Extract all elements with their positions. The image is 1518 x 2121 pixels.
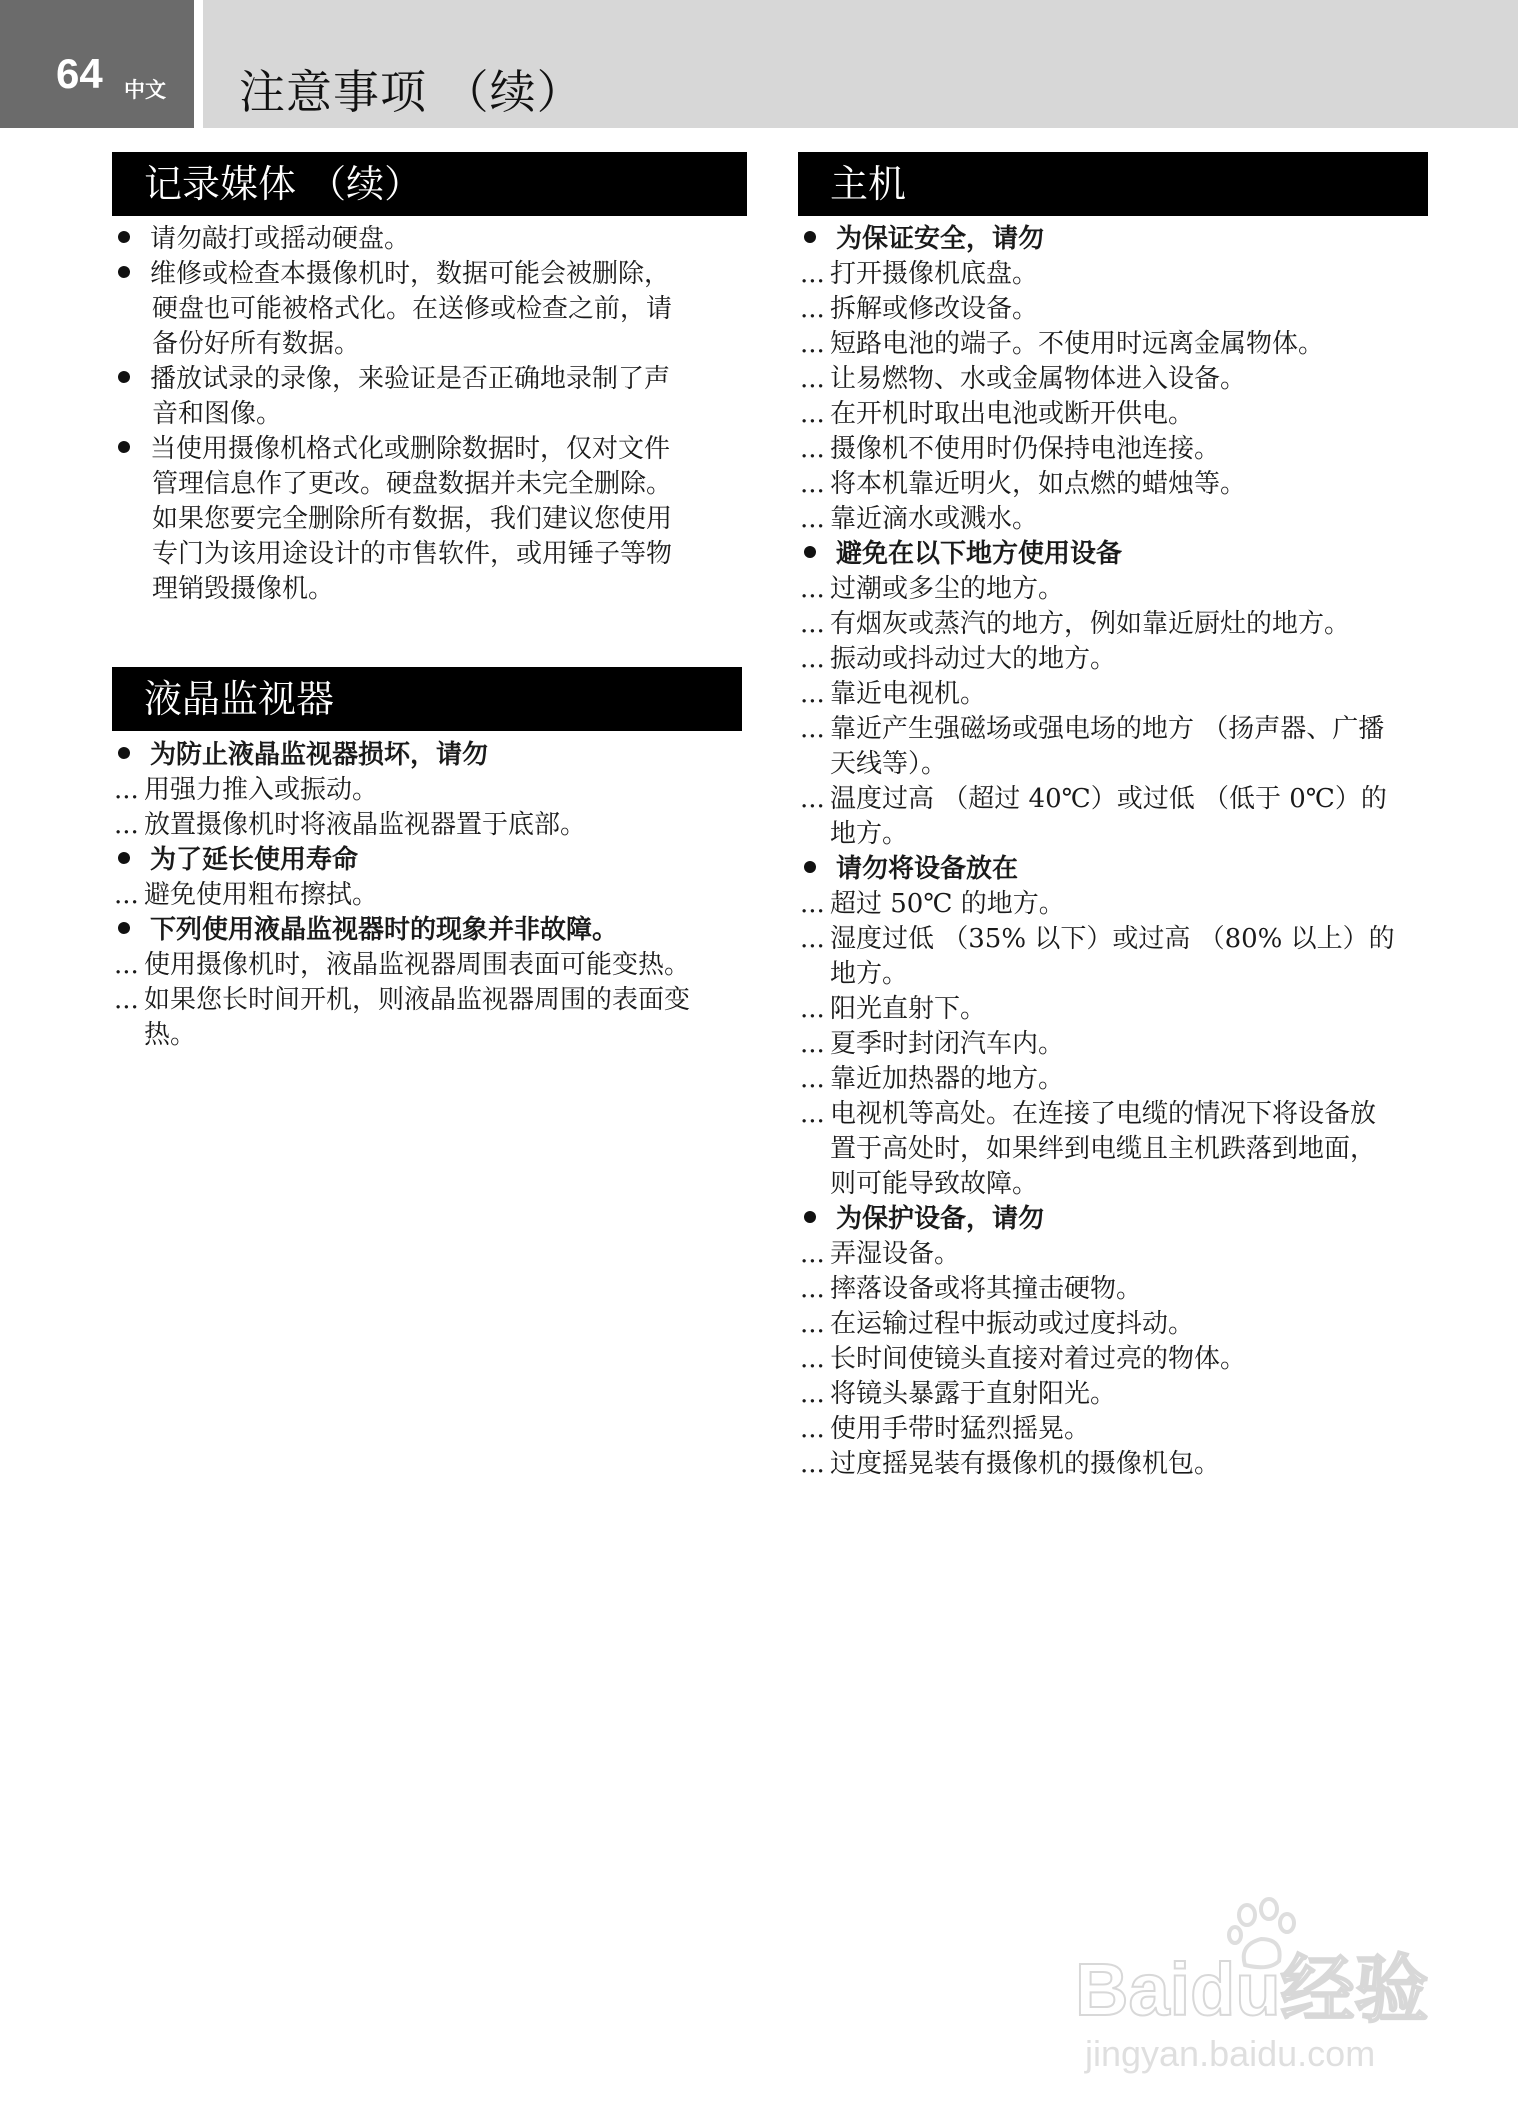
ellipsis-marker: ... — [114, 985, 139, 1015]
ellipsis-marker: ... — [800, 924, 825, 954]
ellipsis-item — [798, 1307, 1428, 1342]
ellipsis-item — [112, 983, 742, 1018]
bullet-dot-icon — [118, 922, 130, 934]
subheading-item — [798, 537, 1428, 572]
line-text: 振动或抖动过大的地方。 — [830, 644, 1117, 674]
watermark-brand: Baidu经验 — [1075, 1948, 1429, 2031]
ellipsis-marker: ... — [800, 994, 825, 1024]
watermark-url: jingyan.baidu.com — [1085, 2033, 1376, 2074]
ellipsis-item — [798, 992, 1428, 1027]
section-heading-text: 液晶监视器 — [144, 677, 335, 721]
line-text: 靠近加热器的地方。 — [830, 1064, 1065, 1094]
ellipsis-item — [798, 467, 1428, 502]
page-title-bar — [203, 0, 1518, 128]
section-heading-text: 主机 — [830, 162, 907, 206]
line-text: 使用手带时猛烈摇晃。 — [830, 1414, 1091, 1444]
ellipsis-marker: ... — [800, 644, 825, 674]
bullet-dot-icon — [804, 546, 816, 558]
line-text: 过潮或多尘的地方。 — [830, 574, 1065, 604]
ellipsis-item — [112, 773, 742, 808]
bullet-dot-icon — [804, 861, 816, 873]
bullet-dot-icon — [118, 852, 130, 864]
line-text: 天线等）。 — [830, 749, 948, 779]
line-text: 放置摄像机时将液晶监视器置于底部。 — [144, 810, 587, 840]
line-text: 短路电池的端子。不使用时远离金属物体。 — [830, 329, 1325, 359]
ellipsis-marker: ... — [114, 880, 139, 910]
line-text: 地方。 — [830, 819, 909, 849]
continuation-line — [112, 572, 732, 607]
ellipsis-item — [798, 782, 1428, 817]
subheading-item — [798, 222, 1428, 257]
bullet-item — [112, 222, 732, 257]
ellipsis-item — [798, 1342, 1428, 1377]
line-text: 使用摄像机时，液晶监视器周围表面可能变热。 — [144, 950, 691, 980]
ellipsis-marker: ... — [800, 1099, 825, 1129]
ellipsis-item — [798, 1097, 1428, 1132]
ellipsis-marker: ... — [800, 1379, 825, 1409]
line-text: 如果您要完全删除所有数据，我们建议您使用 — [152, 504, 673, 534]
bullet-dot-icon — [118, 371, 130, 383]
line-text: 让易燃物、水或金属物体进入设备。 — [830, 364, 1247, 394]
ellipsis-marker: ... — [800, 1274, 825, 1304]
continuation-line — [112, 1018, 742, 1053]
ellipsis-item — [798, 1447, 1428, 1482]
line-text: 摔落设备或将其撞击硬物。 — [830, 1274, 1143, 1304]
ellipsis-marker: ... — [800, 784, 825, 814]
continuation-line — [798, 1132, 1428, 1167]
page-number-block — [0, 0, 194, 128]
continuation-line — [112, 327, 732, 362]
bullet-dot-icon — [118, 747, 130, 759]
ellipsis-item — [798, 887, 1428, 922]
ellipsis-item — [798, 1237, 1428, 1272]
line-text: 为保证安全，请勿 — [836, 224, 1045, 254]
bullet-item — [112, 362, 732, 397]
subheading-item — [112, 913, 742, 948]
line-text: 电视机等高处。在连接了电缆的情况下将设备放 — [830, 1099, 1377, 1129]
line-text: 专门为该用途设计的市售软件，或用锤子等物 — [152, 539, 673, 569]
ellipsis-item — [798, 1272, 1428, 1307]
ellipsis-item — [798, 362, 1428, 397]
ellipsis-item — [798, 432, 1428, 467]
main-unit-list — [798, 222, 1428, 1482]
ellipsis-marker: ... — [114, 810, 139, 840]
ellipsis-marker: ... — [800, 1309, 825, 1339]
ellipsis-marker: ... — [800, 364, 825, 394]
line-text: 避免在以下地方使用设备 — [836, 539, 1123, 569]
line-text: 避免使用粗布擦拭。 — [144, 880, 379, 910]
line-text: 硬盘也可能被格式化。在送修或检查之前，请 — [152, 294, 673, 324]
ellipsis-marker: ... — [114, 775, 139, 805]
subheading-item — [798, 1202, 1428, 1237]
line-text: 靠近滴水或溅水。 — [830, 504, 1039, 534]
section-heading-lcd-monitor — [112, 667, 742, 731]
continuation-line — [112, 502, 732, 537]
line-text: 则可能导致故障。 — [830, 1169, 1039, 1199]
ellipsis-item — [112, 808, 742, 843]
ellipsis-item — [798, 292, 1428, 327]
ellipsis-item — [112, 948, 742, 983]
line-text: 摄像机不使用时仍保持电池连接。 — [830, 434, 1221, 464]
line-text: 温度过高 （超过 40℃）或过低 （低于 0℃）的 — [830, 784, 1387, 814]
bullet-dot-icon — [118, 441, 130, 453]
ellipsis-item — [798, 712, 1428, 747]
ellipsis-marker: ... — [800, 609, 825, 639]
line-text: 为保护设备，请勿 — [836, 1204, 1045, 1234]
continuation-line — [798, 747, 1428, 782]
ellipsis-marker: ... — [800, 1414, 825, 1444]
ellipsis-item — [798, 1377, 1428, 1412]
line-text: 拆解或修改设备。 — [830, 294, 1039, 324]
continuation-line — [112, 292, 732, 327]
line-text: 靠近电视机。 — [830, 679, 987, 709]
line-text: 为防止液晶监视器损坏，请勿 — [150, 740, 489, 770]
ellipsis-item — [798, 257, 1428, 292]
ellipsis-item — [798, 572, 1428, 607]
ellipsis-marker: ... — [800, 294, 825, 324]
line-text: 将本机靠近明火，如点燃的蜡烛等。 — [830, 469, 1247, 499]
line-text: 湿度过低 （35% 以下）或过高 （80% 以上）的 — [830, 924, 1395, 954]
ellipsis-item — [798, 1062, 1428, 1097]
line-text: 过度摇晃装有摄像机的摄像机包。 — [830, 1449, 1221, 1479]
line-text: 理销毁摄像机。 — [152, 574, 335, 604]
line-text: 当使用摄像机格式化或删除数据时，仅对文件 — [150, 434, 671, 464]
ellipsis-item — [798, 607, 1428, 642]
ellipsis-marker: ... — [800, 259, 825, 289]
recording-media-list — [112, 222, 732, 607]
subheading-item — [112, 738, 742, 773]
ellipsis-marker: ... — [800, 1029, 825, 1059]
line-text: 热。 — [144, 1020, 197, 1050]
ellipsis-marker: ... — [800, 504, 825, 534]
line-text: 请勿敲打或摇动硬盘。 — [150, 224, 411, 254]
bullet-dot-icon — [804, 231, 816, 243]
language-label: 中文 — [124, 78, 166, 102]
ellipsis-item — [112, 878, 742, 913]
bullet-dot-icon — [804, 1211, 816, 1223]
ellipsis-item — [798, 397, 1428, 432]
continuation-line — [798, 957, 1428, 992]
ellipsis-marker: ... — [800, 434, 825, 464]
line-text: 置于高处时，如果绊到电缆且主机跌落到地面， — [830, 1134, 1377, 1164]
ellipsis-marker: ... — [800, 1064, 825, 1094]
line-text: 备份好所有数据。 — [152, 329, 361, 359]
continuation-line — [112, 537, 732, 572]
bullet-item — [112, 432, 732, 467]
subheading-item — [112, 843, 742, 878]
ellipsis-marker: ... — [800, 1449, 825, 1479]
ellipsis-marker: ... — [800, 399, 825, 429]
ellipsis-marker: ... — [800, 1344, 825, 1374]
page-number: 64 — [56, 50, 103, 97]
line-text: 夏季时封闭汽车内。 — [830, 1029, 1065, 1059]
line-text: 音和图像。 — [152, 399, 283, 429]
line-text: 超过 50℃ 的地方。 — [830, 889, 1065, 919]
line-text: 打开摄像机底盘。 — [830, 259, 1039, 289]
section-heading-text: 记录媒体 （续） — [144, 162, 423, 206]
ellipsis-item — [798, 502, 1428, 537]
ellipsis-marker: ... — [800, 574, 825, 604]
line-text: 弄湿设备。 — [830, 1239, 961, 1269]
ellipsis-item — [798, 1027, 1428, 1062]
line-text: 为了延长使用寿命 — [150, 845, 359, 875]
lcd-monitor-list — [112, 738, 742, 1053]
ellipsis-marker: ... — [800, 714, 825, 744]
bullet-dot-icon — [118, 231, 130, 243]
line-text: 在运输过程中振动或过度抖动。 — [830, 1309, 1195, 1339]
continuation-line — [798, 1167, 1428, 1202]
line-text: 管理信息作了更改。硬盘数据并未完全删除。 — [152, 469, 673, 499]
line-text: 用强力推入或振动。 — [144, 775, 379, 805]
ellipsis-marker: ... — [800, 889, 825, 919]
line-text: 维修或检查本摄像机时，数据可能会被删除， — [150, 259, 671, 289]
line-text: 长时间使镜头直接对着过亮的物体。 — [830, 1344, 1247, 1374]
line-text: 有烟灰或蒸汽的地方，例如靠近厨灶的地方。 — [830, 609, 1351, 639]
ellipsis-marker: ... — [114, 950, 139, 980]
line-text: 请勿将设备放在 — [836, 854, 1019, 884]
ellipsis-item — [798, 327, 1428, 362]
ellipsis-item — [798, 642, 1428, 677]
bullet-dot-icon — [118, 266, 130, 278]
line-text: 在开机时取出电池或断开供电。 — [830, 399, 1195, 429]
line-text: 播放试录的录像，来验证是否正确地录制了声 — [150, 364, 671, 394]
ellipsis-marker: ... — [800, 329, 825, 359]
ellipsis-item — [798, 922, 1428, 957]
continuation-line — [798, 817, 1428, 852]
line-text: 将镜头暴露于直射阳光。 — [830, 1379, 1117, 1409]
section-heading-main-unit — [798, 152, 1428, 216]
ellipsis-item — [798, 1412, 1428, 1447]
continuation-line — [112, 467, 732, 502]
page-title: 注意事项 （续） — [239, 65, 584, 119]
section-heading-recording-media — [112, 152, 747, 216]
ellipsis-marker: ... — [800, 469, 825, 499]
continuation-line — [112, 397, 732, 432]
ellipsis-marker: ... — [800, 679, 825, 709]
line-text: 地方。 — [830, 959, 909, 989]
line-text: 靠近产生强磁场或强电场的地方 （扬声器、广播 — [830, 714, 1385, 744]
ellipsis-item — [798, 677, 1428, 712]
bullet-item — [112, 257, 732, 292]
line-text: 下列使用液晶监视器时的现象并非故障。 — [150, 915, 619, 945]
line-text: 如果您长时间开机，则液晶监视器周围的表面变 — [144, 985, 691, 1015]
line-text: 阳光直射下。 — [830, 994, 987, 1024]
watermark — [1075, 1895, 1475, 2095]
subheading-item — [798, 852, 1428, 887]
ellipsis-marker: ... — [800, 1239, 825, 1269]
